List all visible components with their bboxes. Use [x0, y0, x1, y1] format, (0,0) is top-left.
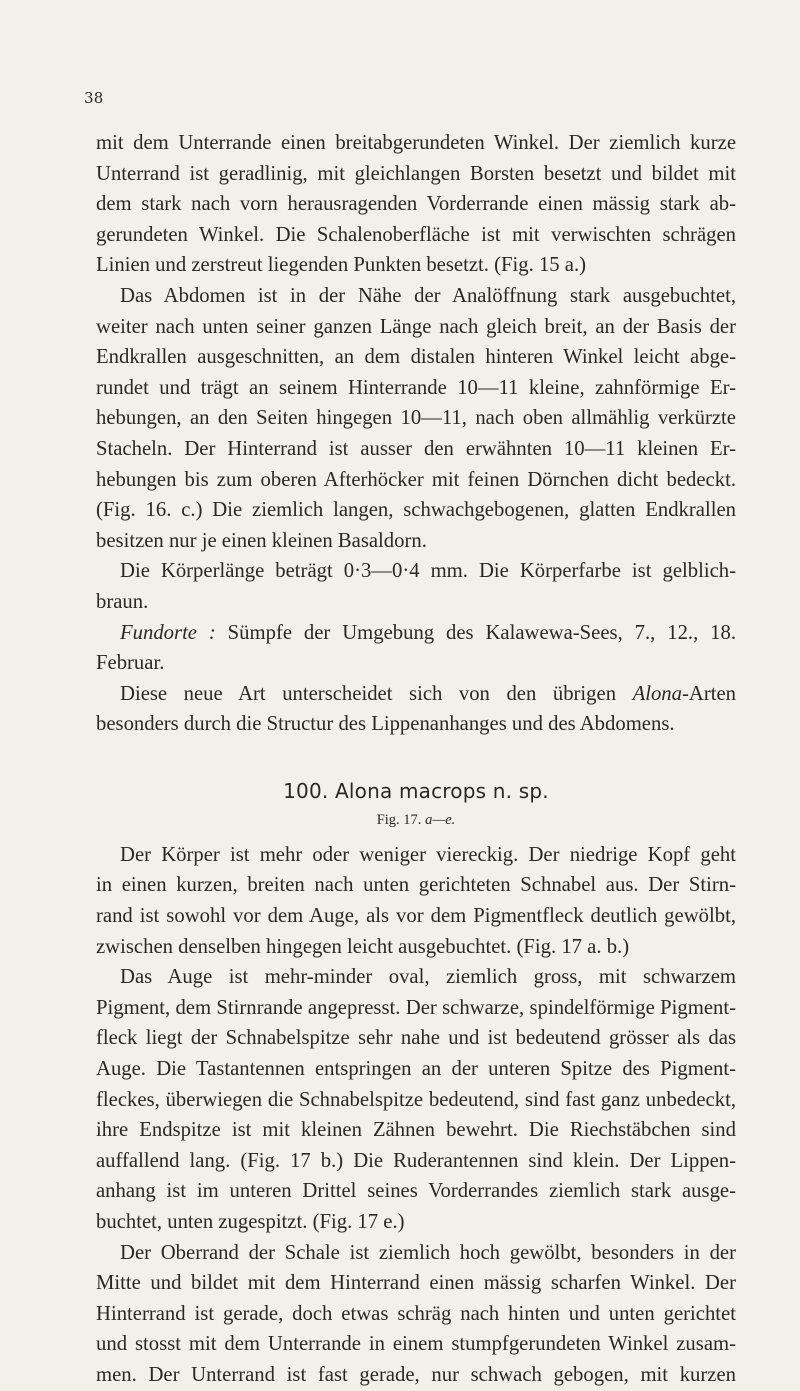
text-line: fleck liegt der Schnabelspitze sehr nahe und ist bedeutend grösser als das	[96, 1027, 736, 1050]
paragraph-2	[96, 281, 736, 556]
text-line: Der Körper ist mehr oder weniger viereckig. Der niedrige Kopf geht	[120, 843, 736, 866]
text-line: ihre Endspitze ist mit kleinen Zähnen bewehrt. Die Riechstäbchen sind	[96, 1119, 736, 1142]
text-line: anhang ist im unteren Drittel seines Vorderrandes ziemlich stark ausge-	[96, 1180, 736, 1203]
text-line: (Fig. 16. c.) Die ziemlich langen, schwachgebogenen, glatten Endkrallen	[96, 499, 736, 522]
text-line: Das Auge ist mehr-minder oval, ziemlich gross, mit schwarzem	[120, 966, 736, 989]
genus-name: Alona	[632, 682, 682, 705]
figure-reference	[96, 810, 736, 830]
paragraph-8	[96, 1238, 736, 1391]
text-line: Das Abdomen ist in der Nähe der Analöffnung stark ausgebuchtet,	[120, 284, 736, 307]
paragraph-1	[96, 128, 736, 281]
locality-text: Sümpfe der Umgebung des Kalawewa-Sees, 7., 12., 18.	[215, 621, 736, 644]
text-line: rundet und trägt an seinem Hinterrande 10—11 kleine, zahnförmige Er-	[96, 376, 736, 399]
paragraph-6	[96, 840, 736, 962]
text-line: braun.	[96, 590, 149, 613]
text-line: hebungen, an den Seiten hingegen 10—11, nach oben allmählig verkürzte	[96, 407, 736, 430]
text-line: Unterrand ist geradlinig, mit gleichlangen Borsten besetzt und bildet mit	[96, 162, 736, 185]
text-line	[96, 679, 736, 710]
text-line: Hinterrand ist gerade, doch etwas schräg nach hinten und unten gerichtet	[96, 1302, 736, 1325]
text-line: Pigment, dem Stirnrande angepresst. Der schwarze, spindelförmige Pigment-	[96, 996, 736, 1019]
text-line: Endkrallen ausgeschnitten, an dem distalen hinteren Winkel leicht abge-	[96, 346, 736, 369]
text-segment: -Arten	[682, 682, 736, 705]
text-line	[96, 618, 736, 649]
text-line: dem stark nach vorn herausragenden Vorderrande einen mässig stark ab-	[96, 193, 736, 216]
text-line: Stacheln. Der Hinterrand ist ausser den erwähnten 10—11 kleinen Er-	[96, 437, 736, 460]
body-text	[96, 128, 736, 1391]
paragraph-4-locality	[96, 618, 736, 679]
text-line: Der Oberrand der Schale ist ziemlich hoch gewölbt, besonders in der	[120, 1241, 736, 1264]
text-line: in einen kurzen, breiten nach unten gerichteten Schnabel aus. Der Stirn-	[96, 874, 736, 897]
text-line: men. Der Unterrand ist fast gerade, nur schwach gebogen, mit kurzen	[96, 1363, 736, 1386]
text-line: Die Körperlänge beträgt 0·3—0·4 mm. Die Körperfarbe ist gelblich-	[120, 560, 736, 583]
figure-ref-suffix: a—e.	[425, 811, 456, 828]
text-line: hebungen bis zum oberen Afterhöcker mit feinen Dörnchen dicht bedeckt.	[96, 468, 736, 491]
paragraph-7	[96, 962, 736, 1237]
text-line: fleckes, überwiegen die Schnabelspitze bedeutend, sind fast ganz unbedeckt,	[96, 1088, 736, 1111]
text-line: Mitte und bildet mit dem Hinterrand einen mässig scharfen Winkel. Der	[96, 1272, 736, 1295]
text-line: gerundeten Winkel. Die Schalenoberfläche ist mit verwischten schrägen	[96, 223, 736, 246]
text-line: besonders durch die Structur des Lippenanhanges und des Abdomens.	[96, 713, 675, 736]
text-line: buchtet, unten zugespitzt. (Fig. 17 e.)	[96, 1211, 405, 1233]
paragraph-5	[96, 679, 736, 740]
text-line: Februar.	[96, 652, 165, 675]
text-line: Linien und zerstreut liegenden Punkten besetzt. (Fig. 15 a.)	[96, 254, 587, 277]
text-segment: Diese neue Art unterscheidet sich von den übrigen	[120, 682, 633, 705]
section-heading: 100. Alona macrops n. sp.	[283, 778, 549, 803]
text-line: zwischen denselben hingegen leicht ausgebuchtet. (Fig. 17 a. b.)	[96, 935, 630, 958]
text-line: mit dem Unterrande einen breitabgerundeten Winkel. Der ziemlich kurze	[96, 132, 736, 154]
text-line: rand ist sowohl vor dem Auge, als vor dem Pigmentfleck deutlich gewölbt,	[96, 905, 736, 928]
figure-ref-prefix: Fig. 17.	[376, 811, 422, 828]
page-number: 38	[84, 89, 104, 107]
text-line: auffallend lang. (Fig. 17 b.) Die Ruderantennen sind klein. Der Lippen-	[96, 1149, 736, 1172]
text-line: besitzen nur je einen kleinen Basaldorn.	[96, 529, 427, 552]
text-line: Auge. Die Tastantennen entspringen an der unteren Spitze des Pigment-	[96, 1058, 736, 1081]
text-line: und stosst mit dem Unterrande in einem stumpfgerundeten Winkel zusam-	[96, 1333, 736, 1356]
text-line: weiter nach unten seiner ganzen Länge nach gleich breit, an der Basis der	[96, 315, 736, 338]
section-spacer	[96, 740, 736, 778]
locality-label: Fundorte :	[120, 621, 216, 644]
paragraph-3	[96, 556, 736, 617]
